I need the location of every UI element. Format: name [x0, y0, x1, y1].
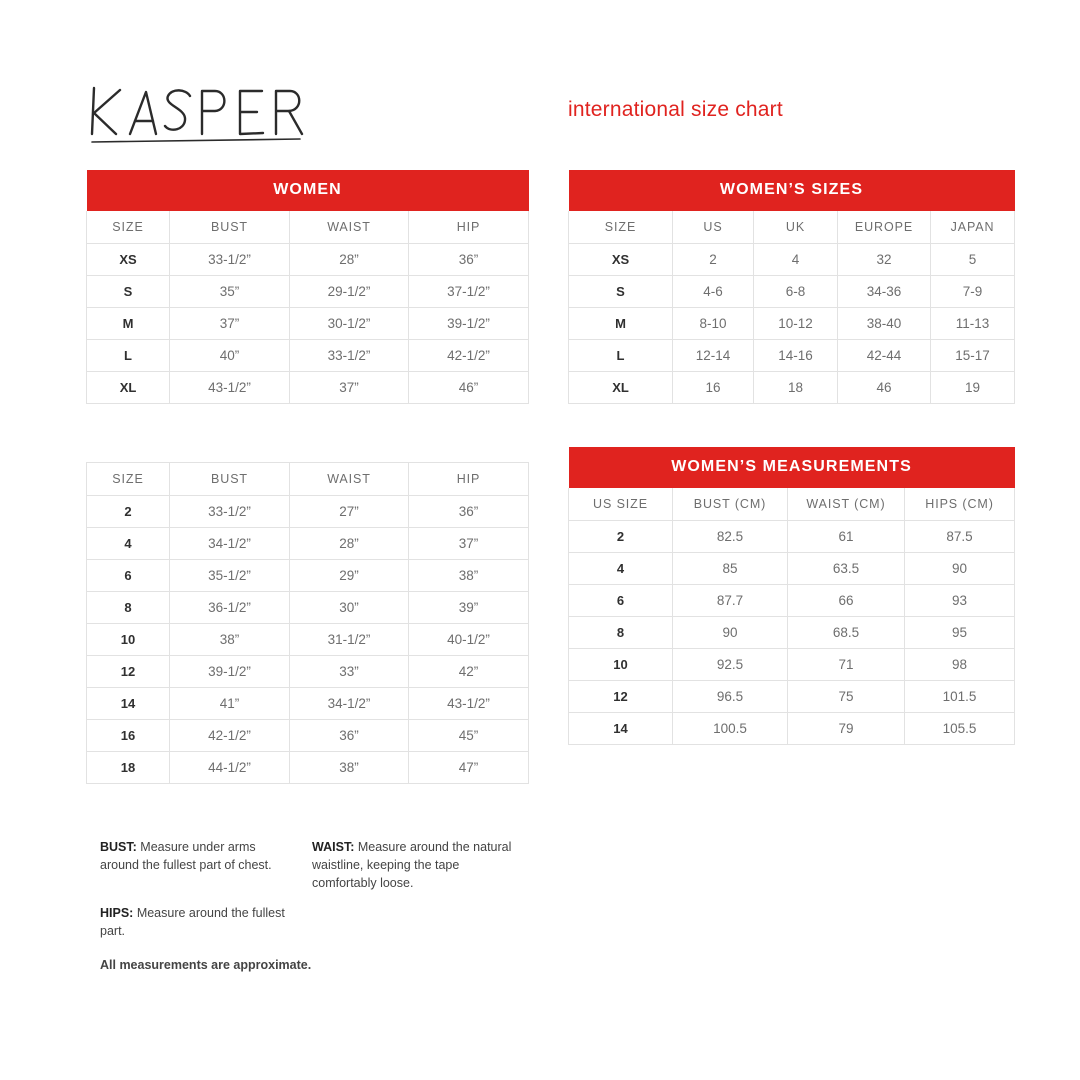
cell-europe: 38-40: [838, 308, 931, 340]
cell-us: 8-10: [673, 308, 754, 340]
table-row: [87, 656, 529, 688]
cell-waist-cm: 75: [788, 681, 905, 713]
cell-size: S: [87, 276, 170, 308]
cell-hip: 42”: [409, 656, 529, 688]
table-row: [569, 308, 1015, 340]
cell-size: 6: [87, 560, 170, 592]
cell-bust: 38”: [170, 624, 290, 656]
cell-waist: 33”: [290, 656, 409, 688]
cell-bust: 42-1/2”: [170, 720, 290, 752]
col-bust: BUST: [170, 211, 290, 244]
cell-bust: 33-1/2”: [170, 244, 290, 276]
cell-hip: 46”: [409, 372, 529, 404]
table-row: [569, 521, 1015, 553]
cell-bust-cm: 87.7: [673, 585, 788, 617]
table-row: [569, 585, 1015, 617]
cell-waist: 34-1/2”: [290, 688, 409, 720]
cell-size: XS: [87, 244, 170, 276]
cell-hip: 37”: [409, 528, 529, 560]
cell-hips-cm: 105.5: [905, 713, 1015, 745]
cell-waist: 29”: [290, 560, 409, 592]
cell-waist: 30”: [290, 592, 409, 624]
table-row: [87, 592, 529, 624]
table-row: [569, 649, 1015, 681]
international-sizes-table: [568, 170, 1015, 404]
cell-waist: 31-1/2”: [290, 624, 409, 656]
cell-hips-cm: 90: [905, 553, 1015, 585]
note-waist-label: WAIST:: [312, 840, 355, 854]
table-row: [87, 688, 529, 720]
note-waist: [312, 838, 522, 892]
cell-waist-cm: 61: [788, 521, 905, 553]
cell-size: 16: [87, 720, 170, 752]
cell-size: XL: [569, 372, 673, 404]
cell-size: 12: [87, 656, 170, 688]
cell-hip: 45”: [409, 720, 529, 752]
cell-us: 12-14: [673, 340, 754, 372]
cell-waist: 36”: [290, 720, 409, 752]
cell-hips-cm: 95: [905, 617, 1015, 649]
cell-uk: 4: [754, 244, 838, 276]
cell-uk: 10-12: [754, 308, 838, 340]
cell-waist: 27”: [290, 496, 409, 528]
cell-size: S: [569, 276, 673, 308]
cell-us-size: 6: [569, 585, 673, 617]
cell-waist: 33-1/2”: [290, 340, 409, 372]
col-uk: UK: [754, 211, 838, 244]
table-row: [569, 340, 1015, 372]
cell-bust-cm: 92.5: [673, 649, 788, 681]
page-title: international size chart: [568, 98, 783, 121]
note-hips-label: HIPS:: [100, 906, 134, 920]
col-hips-cm: HIPS (CM): [905, 488, 1015, 521]
cell-size: L: [87, 340, 170, 372]
cell-bust-cm: 90: [673, 617, 788, 649]
table-row: [87, 496, 529, 528]
cell-europe: 32: [838, 244, 931, 276]
cell-size: XS: [569, 244, 673, 276]
cell-size: 14: [87, 688, 170, 720]
table-header-row: [87, 211, 529, 244]
women-size-table: [86, 170, 529, 404]
cell-bust: 33-1/2”: [170, 496, 290, 528]
brand-logo: [86, 80, 346, 150]
women-banner-label: WOMEN: [87, 170, 529, 211]
cell-waist: 28”: [290, 244, 409, 276]
cell-size: 8: [87, 592, 170, 624]
cell-waist-cm: 68.5: [788, 617, 905, 649]
cell-waist: 30-1/2”: [290, 308, 409, 340]
note-bust-label: BUST:: [100, 840, 137, 854]
cell-waist: 37”: [290, 372, 409, 404]
cell-size: 10: [87, 624, 170, 656]
cell-bust-cm: 85: [673, 553, 788, 585]
col-waist: WAIST: [290, 211, 409, 244]
cell-bust-cm: 100.5: [673, 713, 788, 745]
table-row: [87, 752, 529, 784]
cell-bust-cm: 96.5: [673, 681, 788, 713]
numeric-size-table: [86, 462, 529, 784]
cell-bust: 36-1/2”: [170, 592, 290, 624]
col-japan: JAPAN: [931, 211, 1015, 244]
cell-waist: 38”: [290, 752, 409, 784]
table-row: [87, 340, 529, 372]
table-header-row: [569, 211, 1015, 244]
cell-us: 4-6: [673, 276, 754, 308]
cell-hip: 47”: [409, 752, 529, 784]
cell-hips-cm: 93: [905, 585, 1015, 617]
cell-bust: 40”: [170, 340, 290, 372]
cell-size: 2: [87, 496, 170, 528]
table-row: [87, 560, 529, 592]
cell-japan: 15-17: [931, 340, 1015, 372]
cell-uk: 14-16: [754, 340, 838, 372]
cell-hip: 42-1/2”: [409, 340, 529, 372]
cell-hip: 37-1/2”: [409, 276, 529, 308]
cell-hip: 36”: [409, 496, 529, 528]
col-bust-cm: BUST (CM): [673, 488, 788, 521]
col-size: SIZE: [87, 463, 170, 496]
note-waist-text: Measure around the natural waistline, keeping the tape comfortably loose.: [312, 840, 512, 891]
table-row: [569, 276, 1015, 308]
cell-waist-cm: 63.5: [788, 553, 905, 585]
cell-us: 2: [673, 244, 754, 276]
note-disclaimer: All measurements are approximate.: [100, 958, 312, 972]
table-row: [87, 720, 529, 752]
cell-size: M: [87, 308, 170, 340]
cell-hip: 39-1/2”: [409, 308, 529, 340]
intl-table-banner: [569, 170, 1015, 211]
cell-europe: 42-44: [838, 340, 931, 372]
cell-hip: 39”: [409, 592, 529, 624]
cell-hips-cm: 101.5: [905, 681, 1015, 713]
cell-bust: 35”: [170, 276, 290, 308]
table-row: [569, 681, 1015, 713]
col-bust: BUST: [170, 463, 290, 496]
cell-bust: 44-1/2”: [170, 752, 290, 784]
measurements-banner-label: WOMEN’S MEASUREMENTS: [569, 447, 1015, 488]
cell-japan: 7-9: [931, 276, 1015, 308]
measurements-table-banner: [569, 447, 1015, 488]
cell-us-size: 4: [569, 553, 673, 585]
cell-bust: 39-1/2”: [170, 656, 290, 688]
cell-hip: 38”: [409, 560, 529, 592]
cell-bust: 35-1/2”: [170, 560, 290, 592]
col-hip: HIP: [409, 463, 529, 496]
table-row: [569, 713, 1015, 745]
cell-hips-cm: 98: [905, 649, 1015, 681]
cell-us-size: 2: [569, 521, 673, 553]
cell-bust: 34-1/2”: [170, 528, 290, 560]
cell-europe: 46: [838, 372, 931, 404]
cell-size: L: [569, 340, 673, 372]
cell-europe: 34-36: [838, 276, 931, 308]
intl-banner-label: WOMEN’S SIZES: [569, 170, 1015, 211]
note-bust: [100, 838, 295, 874]
cell-uk: 18: [754, 372, 838, 404]
col-waist: WAIST: [290, 463, 409, 496]
cell-japan: 11-13: [931, 308, 1015, 340]
cell-waist-cm: 79: [788, 713, 905, 745]
cell-us-size: 14: [569, 713, 673, 745]
table-row: [87, 624, 529, 656]
table-row: [569, 617, 1015, 649]
measurements-table: [568, 447, 1015, 745]
cell-us-size: 10: [569, 649, 673, 681]
cell-size: 4: [87, 528, 170, 560]
table-header-row: [87, 463, 529, 496]
cell-hips-cm: 87.5: [905, 521, 1015, 553]
cell-bust: 41”: [170, 688, 290, 720]
note-bust-text: Measure under arms around the fullest part of chest.: [100, 840, 272, 873]
cell-size: XL: [87, 372, 170, 404]
cell-hip: 40-1/2”: [409, 624, 529, 656]
col-size: SIZE: [87, 211, 170, 244]
cell-size: 18: [87, 752, 170, 784]
cell-japan: 5: [931, 244, 1015, 276]
cell-us-size: 12: [569, 681, 673, 713]
table-row: [87, 528, 529, 560]
women-table-banner: [87, 170, 529, 211]
cell-uk: 6-8: [754, 276, 838, 308]
cell-waist-cm: 71: [788, 649, 905, 681]
cell-bust: 43-1/2”: [170, 372, 290, 404]
table-row: [569, 244, 1015, 276]
cell-bust: 37”: [170, 308, 290, 340]
cell-size: M: [569, 308, 673, 340]
cell-waist-cm: 66: [788, 585, 905, 617]
col-waist-cm: WAIST (CM): [788, 488, 905, 521]
table-row: [87, 244, 529, 276]
cell-hip: 36”: [409, 244, 529, 276]
col-size: SIZE: [569, 211, 673, 244]
table-row: [569, 553, 1015, 585]
table-row: [569, 372, 1015, 404]
cell-japan: 19: [931, 372, 1015, 404]
table-header-row: [569, 488, 1015, 521]
note-hips-text: Measure around the fullest part.: [100, 906, 285, 939]
table-row: [87, 308, 529, 340]
col-us: US: [673, 211, 754, 244]
col-hip: HIP: [409, 211, 529, 244]
cell-us: 16: [673, 372, 754, 404]
col-us-size: US SIZE: [569, 488, 673, 521]
col-europe: EUROPE: [838, 211, 931, 244]
cell-waist: 28”: [290, 528, 409, 560]
table-row: [87, 276, 529, 308]
cell-hip: 43-1/2”: [409, 688, 529, 720]
cell-us-size: 8: [569, 617, 673, 649]
cell-bust-cm: 82.5: [673, 521, 788, 553]
table-row: [87, 372, 529, 404]
note-hips: [100, 904, 300, 940]
cell-waist: 29-1/2”: [290, 276, 409, 308]
